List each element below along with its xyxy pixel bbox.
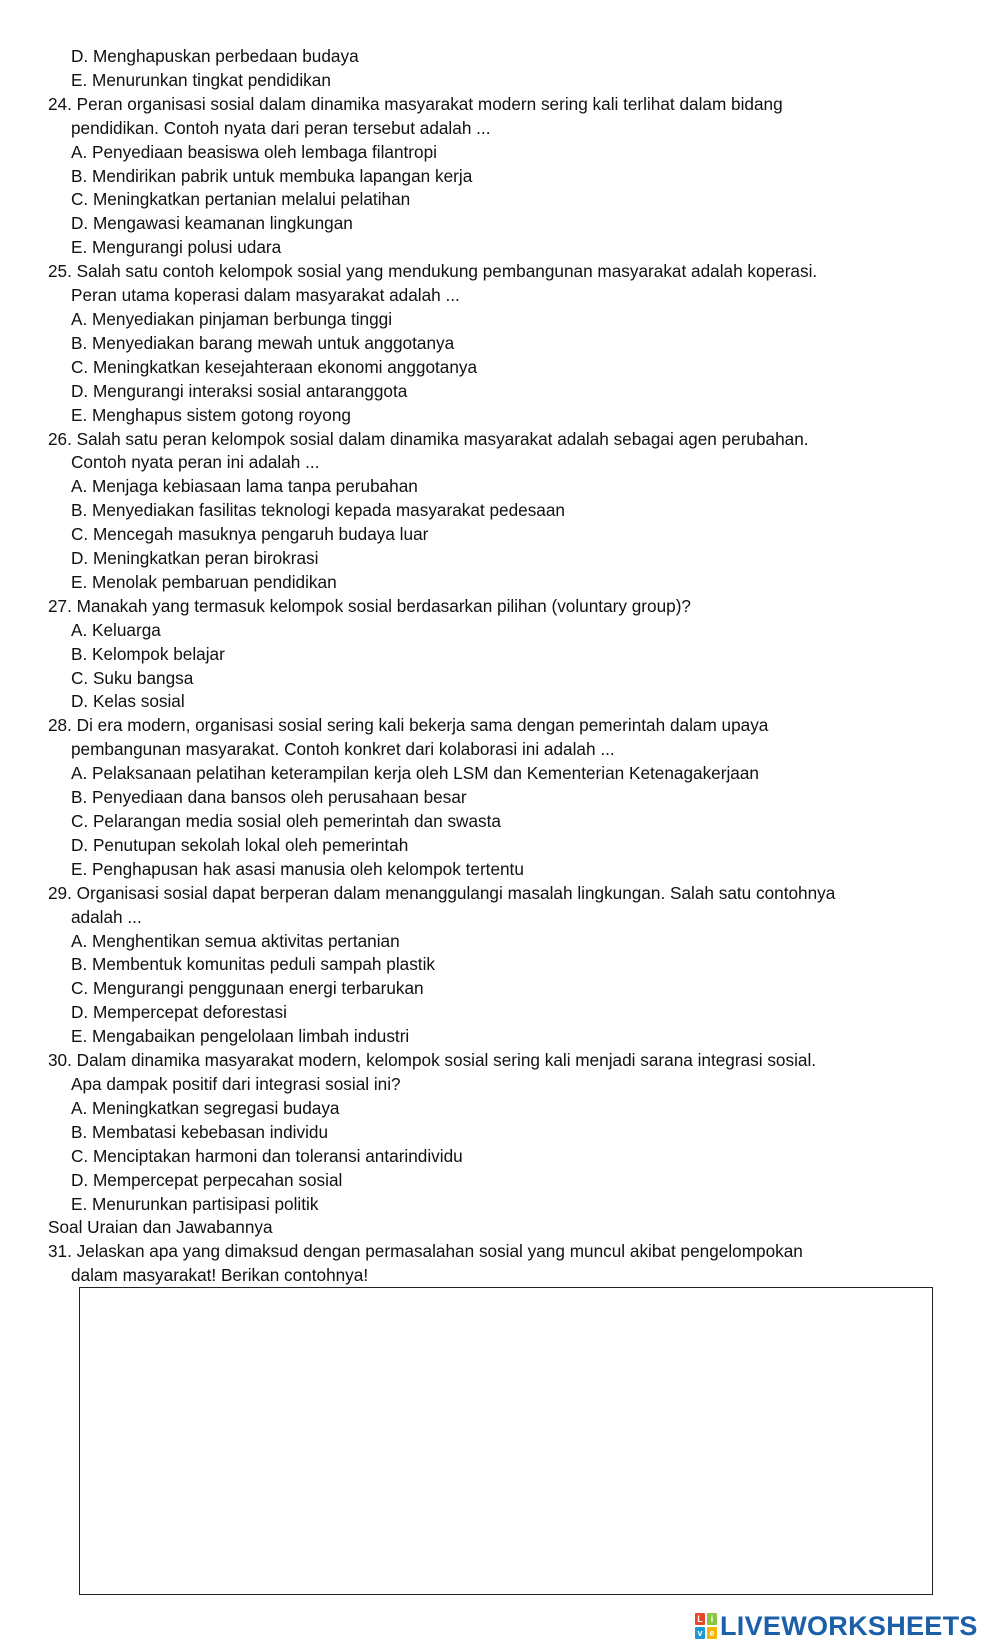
answer-option: B. Membatasi kebebasan individu [71,1121,329,1142]
answer-option: E. Menurunkan tingkat pendidikan [71,69,331,90]
answer-option: D. Menghapuskan perbedaan budaya [71,46,359,66]
answer-option: D. Mengawasi keamanan lingkungan [71,213,353,234]
answer-option: C. Mencegah masuknya pengaruh budaya luar [71,524,429,545]
question-text-continued: dalam masyarakat! Berikan contohnya! [71,1265,369,1286]
logo-text: LIVEWORKSHEETS [720,1610,978,1641]
question-text: 25. Salah satu contoh kelompok sosial yang mendukung pembangunan masyarakat adalah koperasi. [48,261,818,282]
answer-option: D. Mempercepat deforestasi [71,1002,287,1023]
answer-option: E. Menghapus sistem gotong royong [71,404,351,425]
logo-mark-square-2: i [707,1613,717,1625]
answer-option: C. Mengurangi penggunaan energi terbarukan [71,978,424,999]
question-text: 26. Salah satu peran kelompok sosial dalam dinamika masyarakat adalah sebagai agen perubahan. [48,428,809,449]
answer-option: B. Membentuk komunitas peduli sampah plastik [71,954,435,975]
answer-option: D. Kelas sosial [71,691,185,712]
question-text: 24. Peran organisasi sosial dalam dinamika masyarakat modern sering kali terlihat dalam bidang [48,93,783,114]
answer-option: B. Menyediakan fasilitas teknologi kepada masyarakat pedesaan [71,500,565,521]
answer-option: D. Penutupan sekolah lokal oleh pemerintah [71,834,409,855]
answer-option: B. Menyediakan barang mewah untuk anggotanya [71,332,455,353]
liveworksheets-logo [695,1611,978,1641]
answer-option: E. Menolak pembaruan pendidikan [71,571,337,592]
answer-option: A. Menyediakan pinjaman berbunga tinggi [71,308,393,329]
logo-mark-square-4: e [707,1627,717,1639]
answer-option: A. Pelaksanaan pelatihan keterampilan kerja oleh LSM dan Kementerian Ketenagakerjaan [71,763,759,784]
question-text: 28. Di era modern, organisasi sosial sering kali bekerja sama dengan pemerintah dalam upaya [48,715,769,736]
answer-option: D. Mengurangi interaksi sosial antaranggota [71,380,408,401]
question-text: 29. Organisasi sosial dapat berperan dalam menanggulangi masalah lingkungan. Salah satu contohnya [48,882,836,903]
question-text-continued: pembangunan masyarakat. Contoh konkret dari kolaborasi ini adalah ... [71,739,615,760]
answer-option: C. Suku bangsa [71,667,194,688]
question-text-continued: Peran utama koperasi dalam masyarakat adalah ... [71,285,460,306]
answer-option: E. Mengurangi polusi udara [71,237,282,258]
answer-option: A. Menjaga kebiasaan lama tanpa perubahan [71,476,418,497]
answer-option: A. Meningkatkan segregasi budaya [71,1097,340,1118]
worksheet-content [48,45,948,1288]
answer-option: E. Penghapusan hak asasi manusia oleh kelompok tertentu [71,858,524,879]
answer-option: B. Mendirikan pabrik untuk membuka lapangan kerja [71,165,473,186]
question-text-continued: adalah ... [71,906,142,927]
answer-option: C. Meningkatkan kesejahteraan ekonomi anggotanya [71,356,478,377]
liveworksheets-logo-icon [695,1613,717,1639]
answer-option: D. Meningkatkan peran birokrasi [71,548,319,569]
question-text: 31. Jelaskan apa yang dimaksud dengan permasalahan sosial yang muncul akibat pengelompokan [48,1241,803,1262]
section-heading: Soal Uraian dan Jawabannya [48,1217,273,1238]
answer-option: A. Penyediaan beasiswa oleh lembaga filantropi [71,141,437,162]
logo-mark-square-3: v [695,1627,705,1639]
answer-box-31[interactable] [79,1287,933,1595]
question-text-continued: Contoh nyata peran ini adalah ... [71,452,320,473]
answer-option: E. Menurunkan partisipasi politik [71,1193,319,1214]
answer-option: A. Keluarga [71,619,161,640]
answer-option: D. Mempercepat perpecahan sosial [71,1169,343,1190]
answer-option: C. Meningkatkan pertanian melalui pelatihan [71,189,411,210]
answer-option: E. Mengabaikan pengelolaan limbah industri [71,1026,410,1047]
question-text: 27. Manakah yang termasuk kelompok sosial berdasarkan pilihan (voluntary group)? [48,595,691,616]
answer-option: B. Penyediaan dana bansos oleh perusahaan besar [71,787,467,808]
answer-option: C. Pelarangan media sosial oleh pemerintah dan swasta [71,811,501,831]
question-text: 30. Dalam dinamika masyarakat modern, kelompok sosial sering kali menjadi sarana integrasi sosial. [48,1050,817,1071]
answer-option: A. Menghentikan semua aktivitas pertanian [71,930,400,951]
question-text-continued: Apa dampak positif dari integrasi sosial ini? [71,1073,401,1094]
answer-option: C. Menciptakan harmoni dan toleransi antarindividu [71,1145,463,1166]
answer-option: B. Kelompok belajar [71,643,225,664]
logo-mark-square-1: L [695,1613,705,1625]
question-text-continued: pendidikan. Contoh nyata dari peran tersebut adalah ... [71,117,491,138]
